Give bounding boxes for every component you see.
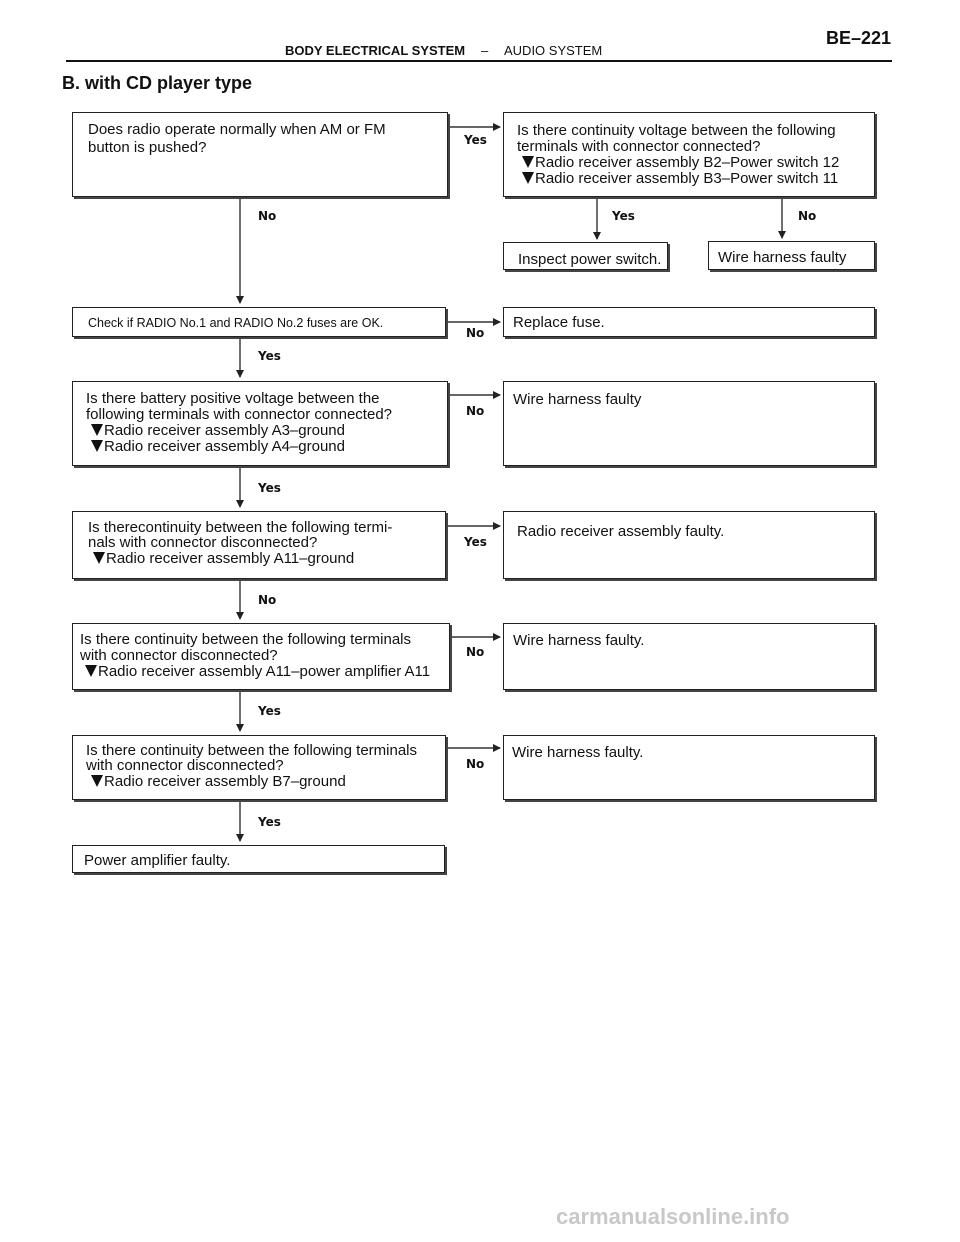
node-bullet: Radio receiver assembly A11–power amplifier A11: [85, 663, 430, 680]
watermark: carmanualsonline.info: [556, 1204, 790, 1229]
node-text: Power amplifier faulty.: [84, 852, 231, 869]
header-separator: –: [481, 43, 489, 58]
node-text: Is there continuity between the following terminals: [86, 742, 418, 759]
node-bullet: Radio receiver assembly A11–ground: [93, 550, 354, 567]
node-bullet: Radio receiver assembly A3–ground: [91, 422, 345, 439]
node-inspect-power-switch: [503, 242, 668, 270]
node-radio-receiver-faulty: [503, 511, 875, 579]
node-q3-battery-voltage: [72, 381, 448, 466]
edge-label-yes: Yes: [464, 535, 487, 549]
node-bullet: Radio receiver assembly A4–ground: [91, 438, 345, 455]
node-text: Check if RADIO No.1 and RADIO No.2 fuses are OK.: [88, 316, 384, 330]
node-text: Is there battery positive voltage between the: [86, 390, 380, 407]
node-q2-check-fuses: [72, 307, 446, 337]
node-bullet: Radio receiver assembly B2–Power switch 12: [522, 154, 839, 171]
edge-label-yes: Yes: [258, 481, 281, 495]
node-q4-continuity-a11-ground: [72, 511, 446, 579]
node-text: Is there continuity voltage between the following: [517, 122, 836, 139]
node-bullet: Radio receiver assembly B7–ground: [91, 773, 346, 790]
node-text: nals with connector disconnected?: [88, 534, 318, 551]
page-title: B. with CD player type: [62, 73, 253, 93]
node-wire-harness-faulty-1: [708, 241, 875, 270]
node-text: with connector disconnected?: [86, 757, 284, 774]
edge-label-no: No: [466, 757, 485, 771]
node-q6-continuity-b7-ground: [72, 735, 446, 800]
edge-label-yes: Yes: [464, 133, 487, 147]
node-text: with connector disconnected?: [80, 647, 278, 664]
node-text: Wire harness faulty.: [512, 744, 644, 761]
triangle-bullet-icon: [522, 172, 534, 184]
node-q1-yes-continuity: [503, 112, 875, 197]
node-power-amplifier-faulty: [72, 845, 445, 873]
triangle-bullet-icon: [91, 424, 103, 436]
node-text: Is therecontinuity between the following termi-: [88, 519, 393, 536]
edge-label-no: No: [466, 404, 485, 418]
edge-label-no: No: [258, 209, 277, 223]
node-wire-harness-faulty-4: [503, 735, 875, 800]
node-wire-harness-faulty-3: [503, 623, 875, 690]
node-replace-fuse: [503, 307, 875, 337]
node-q5-continuity-a11-amplifier: [72, 623, 450, 690]
edge-label-no: No: [466, 645, 485, 659]
node-text: Replace fuse.: [513, 314, 605, 331]
edge-label-yes: Yes: [258, 349, 281, 363]
node-text: Wire harness faulty: [513, 391, 642, 408]
header-subsection: AUDIO SYSTEM: [504, 43, 603, 58]
edge-label-no: No: [258, 593, 277, 607]
edge-label-no: No: [798, 209, 817, 223]
node-text: Is there continuity between the following terminals: [80, 631, 412, 648]
node-bullet: Radio receiver assembly B3–Power switch 11: [522, 170, 838, 187]
node-q1-radio-operate: [72, 112, 448, 197]
node-text: Radio receiver assembly faulty.: [517, 523, 725, 540]
edge-label-yes: Yes: [258, 815, 281, 829]
triangle-bullet-icon: [522, 156, 534, 168]
triangle-bullet-icon: [91, 775, 103, 787]
node-text: following terminals with connector connected?: [86, 406, 392, 423]
triangle-bullet-icon: [85, 665, 97, 677]
node-text: Wire harness faulty.: [513, 632, 645, 649]
node-text: button is pushed?: [88, 139, 207, 156]
node-text: terminals with connector connected?: [517, 138, 761, 155]
triangle-bullet-icon: [91, 440, 103, 452]
triangle-bullet-icon: [93, 552, 105, 564]
node-text: Wire harness faulty: [718, 249, 847, 266]
edge-label-yes: Yes: [258, 704, 281, 718]
edge-label-yes: Yes: [612, 209, 635, 223]
edge-label-no: No: [466, 326, 485, 340]
node-wire-harness-faulty-2: [503, 381, 875, 466]
page-number: BE–221: [826, 28, 892, 48]
node-text: Does radio operate normally when AM or FM: [88, 121, 386, 138]
header-section: BODY ELECTRICAL SYSTEM: [285, 43, 466, 58]
node-text: Inspect power switch.: [518, 251, 662, 268]
